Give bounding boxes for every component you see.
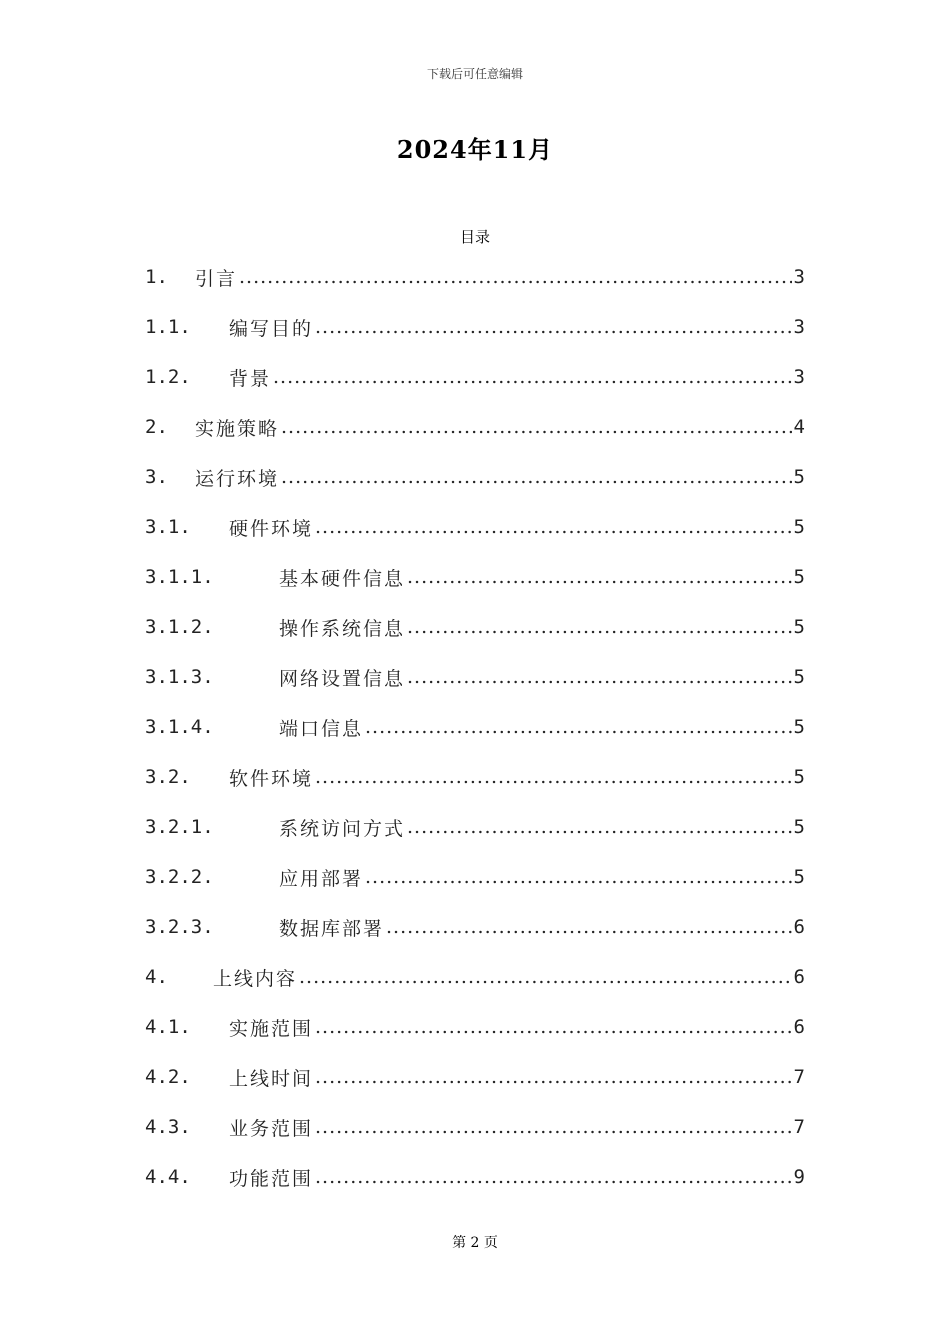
toc-entry[interactable] [145,502,805,552]
toc-entry-number: 4. [145,966,168,988]
toc-dot-leader [315,1066,792,1088]
toc-dot-leader [315,766,792,788]
toc-dot-leader [407,566,792,588]
toc-entry-page: 5 [793,716,805,738]
toc-dot-leader [407,666,792,688]
toc-entry-number: 2. [145,416,168,438]
toc-dot-leader [281,466,792,488]
toc-entry-number: 4.4. [145,1166,191,1188]
toc-entry-label: 业务范围 [229,1117,314,1140]
toc-dot-leader [315,1116,792,1138]
toc-entry-label: 上线内容 [213,967,298,990]
toc-entry-label: 网络设置信息 [279,667,406,690]
toc-entry[interactable] [145,552,805,602]
toc-entry-page: 5 [793,516,805,538]
toc-dot-leader [365,866,792,888]
toc-entry-page: 3 [793,266,805,288]
toc-title: 目录 [459,228,490,246]
toc-entry-page: 9 [793,1166,805,1188]
toc-entry-number: 4.3. [145,1116,191,1138]
toc-entry[interactable] [145,652,805,702]
toc-entry-page: 6 [793,916,805,938]
toc-entry-number: 1.2. [145,366,191,388]
toc-entry-page: 5 [793,866,805,888]
toc-entry-page: 6 [793,966,805,988]
toc-entry-label: 背景 [229,367,272,390]
table-of-contents [145,252,805,1202]
toc-entry-label: 基本硬件信息 [279,567,406,590]
toc-entry-number: 3.1.3. [145,666,214,688]
toc-entry-label: 数据库部署 [279,917,385,940]
toc-entry-label: 应用部署 [279,867,364,890]
toc-entry-label: 运行环境 [195,467,280,490]
toc-entry[interactable] [145,902,805,952]
toc-entry-label: 操作系统信息 [279,617,406,640]
toc-entry-number: 1. [145,266,168,288]
document-date: 2024年11月 [396,135,554,164]
toc-entry-page: 5 [793,816,805,838]
toc-entry[interactable] [145,452,805,502]
toc-entry-label: 上线时间 [229,1067,314,1090]
toc-dot-leader [315,316,792,338]
toc-entry-number: 1.1. [145,316,191,338]
toc-entry[interactable] [145,302,805,352]
toc-entry-number: 3.2.2. [145,866,214,888]
toc-entry-number: 4.2. [145,1066,191,1088]
toc-entry-number: 3.2.3. [145,916,214,938]
toc-dot-leader [315,1016,792,1038]
toc-dot-leader [239,266,792,288]
toc-entry-number: 3.2.1. [145,816,214,838]
toc-entry-label: 系统访问方式 [279,817,406,840]
toc-entry-page: 5 [793,566,805,588]
toc-dot-leader [386,916,792,938]
toc-entry[interactable] [145,1152,805,1202]
toc-dot-leader [281,416,792,438]
toc-entry-number: 4.1. [145,1016,191,1038]
toc-entry-number: 3.1.4. [145,716,214,738]
toc-entry-page: 7 [793,1066,805,1088]
toc-entry[interactable] [145,252,805,302]
toc-entry-page: 6 [793,1016,805,1038]
toc-entry[interactable] [145,752,805,802]
toc-entry-page: 7 [793,1116,805,1138]
toc-entry-page: 5 [793,466,805,488]
toc-entry-page: 5 [793,766,805,788]
toc-entry[interactable] [145,602,805,652]
toc-entry-page: 5 [793,666,805,688]
toc-entry[interactable] [145,352,805,402]
toc-entry-label: 编写目的 [229,317,314,340]
toc-entry[interactable] [145,1102,805,1152]
toc-entry-page: 5 [793,616,805,638]
toc-entry-page: 3 [793,366,805,388]
toc-entry-number: 3.1.2. [145,616,214,638]
toc-entry[interactable] [145,1002,805,1052]
toc-entry-label: 功能范围 [229,1167,314,1190]
toc-dot-leader [407,816,792,838]
toc-entry-page: 3 [793,316,805,338]
toc-entry-page: 4 [793,416,805,438]
toc-entry-label: 硬件环境 [229,517,314,540]
toc-dot-leader [273,366,792,388]
toc-dot-leader [315,516,792,538]
toc-entry[interactable] [145,802,805,852]
toc-entry-number: 3.1. [145,516,191,538]
page-number-footer: 第 2 页 [452,1235,498,1251]
page-header-note: 下载后可任意编辑 [426,67,523,81]
toc-entry-label: 引言 [195,267,238,290]
toc-entry-label: 端口信息 [279,717,364,740]
toc-entry-number: 3.1.1. [145,566,214,588]
toc-dot-leader [299,966,792,988]
toc-entry-label: 实施范围 [229,1017,314,1040]
toc-entry[interactable] [145,402,805,452]
toc-dot-leader [315,1166,792,1188]
toc-entry-label: 实施策略 [195,417,280,440]
toc-dot-leader [407,616,792,638]
toc-entry[interactable] [145,852,805,902]
toc-entry-number: 3.2. [145,766,191,788]
toc-entry[interactable] [145,702,805,752]
toc-entry-label: 软件环境 [229,767,314,790]
toc-entry[interactable] [145,952,805,1002]
toc-entry[interactable] [145,1052,805,1102]
toc-dot-leader [365,716,792,738]
toc-entry-number: 3. [145,466,168,488]
